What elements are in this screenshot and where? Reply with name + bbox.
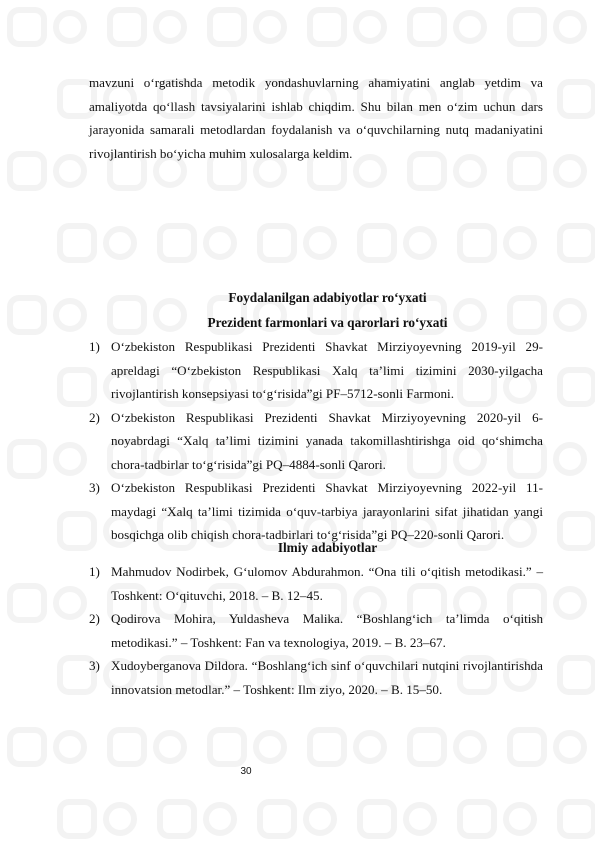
item-number: 2) [89, 611, 100, 626]
watermark-tile [60, 226, 134, 260]
list-item [89, 560, 543, 607]
list-item [89, 406, 543, 477]
list-item [89, 335, 543, 406]
references-title: Foydalanilgan adabiyotlar ro‘yxati [228, 290, 427, 305]
watermark-tile [260, 802, 334, 836]
list-item [89, 607, 543, 654]
watermark-tile [360, 226, 434, 260]
watermark-tile [560, 226, 595, 260]
watermark-tile [260, 226, 334, 260]
watermark-tile [510, 10, 584, 44]
decrees-title: Prezident farmonlari va qarorlari ro‘yxati [207, 315, 448, 330]
watermark-tile [310, 730, 384, 764]
item-number: 1) [89, 339, 100, 354]
scientific-list [89, 560, 543, 701]
item-text: Mahmudov Nodirbek, G‘ulomov Abdurahmon. “Ona tili o‘qitish metodikasi.” – Toshkent: O‘qituvchi, 2018. – B. 12–45. [111, 564, 543, 603]
watermark-tile [110, 730, 184, 764]
item-number: 3) [89, 480, 100, 495]
watermark-tile [160, 226, 234, 260]
watermark-tile [10, 442, 84, 476]
watermark-tile [310, 10, 384, 44]
watermark-tile [10, 10, 84, 44]
watermark-tile [560, 802, 595, 836]
scientific-title: Ilmiy adabiyotlar [277, 540, 378, 555]
decrees-list [89, 335, 543, 547]
watermark-tile [560, 82, 595, 116]
intro-paragraph: mavzuni o‘rgatishda metodik yondashuvlarning ahamiyatini anglab yetdim va amaliyotda qo‘llash tavsiyalarini ishlab chiqdim. Shu bilan men o‘zim uchun dars jarayonida samarali metodlardan foydalanish va o‘quvchilarning nutq madaniyatini rivojlantirish bo‘yicha muhim xulosalarga keldim. [89, 75, 543, 161]
item-text: Qodirova Mohira, Yuldasheva Malika. “Boshlang‘ich ta’limda o‘qitish metodikasi.” – Toshkent: Fan va texnologiya, 2019. – B. 23–67. [111, 611, 543, 650]
item-number: 2) [89, 409, 100, 425]
watermark-tile [410, 730, 484, 764]
watermark-tile [360, 802, 434, 836]
watermark-tile [160, 802, 234, 836]
watermark-tile [10, 730, 84, 764]
watermark-tile [460, 226, 534, 260]
watermark-tile [510, 730, 584, 764]
list-item [89, 476, 543, 547]
watermark-tile [60, 802, 134, 836]
watermark-tile [560, 658, 595, 692]
item-text: O‘zbekiston Respublikasi Prezidenti Shavkat Mirziyoyevning 2020-yil 6-noyabrdagi “Xalq ta’limi tizimini yanada takomillashtirishga oid qo‘shimcha chora-tadbirlar to‘g‘risida”gi PQ–4884-sonli Qarori. [111, 409, 543, 472]
page-number: 30 [240, 766, 252, 777]
watermark-tile [110, 10, 184, 44]
watermark-tile [460, 802, 534, 836]
item-text: O‘zbekiston Respublikasi Prezidenti Shavkat Mirziyoyevning 2022-yil 11-maydagi “Xalq ta’limi tizimida o‘quv-tarbiya jarayonlarini sifat jihatidan yangi bosqichga olib chiqish chora-tadbirlari to‘g‘risida”gi PQ–220-sonli Qarori. [111, 480, 543, 542]
item-number: 1) [89, 564, 100, 579]
item-text: Xudoyberganova Dildora. “Boshlang‘ich sinf o‘quvchilari nutqini rivojlantirishda innovatsion metodlar.” – Toshkent: Ilm ziyo, 2020. – B. 15–50. [111, 658, 543, 697]
watermark-tile [210, 730, 284, 764]
item-number: 3) [89, 658, 100, 673]
watermark-tile [210, 10, 284, 44]
watermark-tile [560, 370, 595, 404]
watermark-tile [410, 10, 484, 44]
list-item [89, 654, 543, 701]
item-text: O‘zbekiston Respublikasi Prezidenti Shavkat Mirziyoyevning 2019-yil 29-apreldagi “O‘zbekiston Respublikasi Xalq ta’limi tizimini 2030-yilgacha rivojlantirish konsepsiyasi to‘g‘risida”gi PF–5712-sonli Farmoni. [111, 339, 543, 401]
watermark-tile [10, 586, 84, 620]
watermark-tile [10, 154, 84, 188]
